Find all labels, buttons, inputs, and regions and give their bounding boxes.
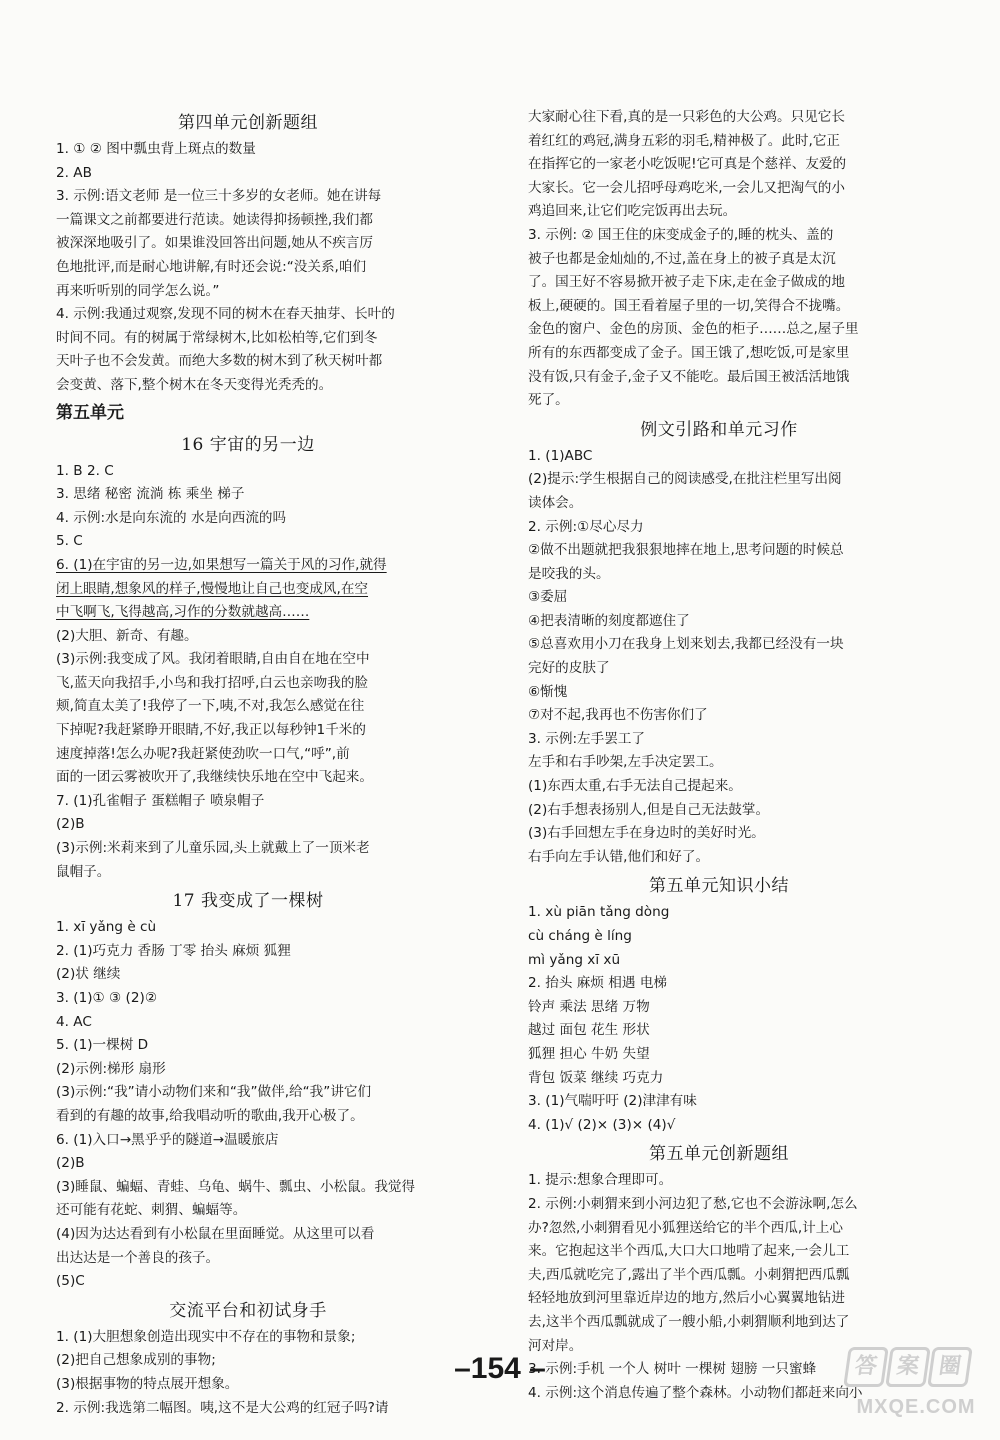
answer-line: 看到的有趣的故事,给我唱动听的歌曲,我开心极了。 — [56, 1107, 364, 1124]
page-number: –154 – — [454, 1352, 546, 1385]
answer-line-underlined: 中飞啊飞,飞得越高,习作的分数就越高…… — [56, 604, 310, 621]
answer-line: ⑥惭愧 — [528, 683, 568, 700]
section-title: 17 我变成了一棵树 — [172, 891, 324, 912]
answer-line: (2)提示:学生根据自己的阅读感受,在批注栏里写出阅 — [528, 471, 842, 488]
answer-line: (2)把自己想象成别的事物; — [56, 1352, 216, 1369]
answer-line: 3. 示例:手机 一个人 树叶 一棵树 翅膀 一只蜜蜂 — [528, 1361, 817, 1378]
answer-line: (2)状 继续 — [56, 966, 121, 983]
answer-line: 被子也都是金灿灿的,不过,盖在身上的被子真是太沉 — [528, 250, 836, 267]
answer-line: (1)东西太重,右手无法自己提起来。 — [528, 778, 742, 795]
answer-line: 办?忽然,小刺猬看见小狐狸送给它的半个西瓜,计上心 — [528, 1219, 843, 1236]
answer-line: 会变黄、落下,整个树木在冬天变得光秃秃的。 — [56, 376, 333, 393]
answer-line: 金色的窗户、金色的房顶、金色的柜子……总之,屋子里 — [528, 321, 859, 338]
answer-line: 3. 示例:语文老师 是一位三十多岁的女老师。她在讲每 — [56, 188, 382, 205]
answer-line: 4. 示例:这个消息传遍了整个森林。小动物们都赶来向小 — [528, 1384, 863, 1401]
section-title: 交流平台和初试身手 — [169, 1300, 327, 1321]
watermark-url: MXQE.COM — [856, 1396, 976, 1418]
answer-line: 4. (1)√ (2)× (3)× (4)√ — [528, 1116, 676, 1133]
watermark-logo-char: 答 — [843, 1347, 889, 1387]
answer-line: (2)B — [56, 1155, 85, 1172]
answer-line: (3)右手回想左手在身边时的美好时光。 — [528, 825, 765, 842]
answer-line: 大家长。它一会儿招呼母鸡吃米,一会儿又把淘气的小 — [528, 179, 845, 196]
answer-line: 夫,西瓜就吃完了,露出了半个西瓜瓢。小刺猬把西瓜瓢 — [528, 1266, 850, 1283]
answer-line: 轻轻地放到河里靠近岸边的地方,然后小心翼翼地钻进 — [528, 1290, 845, 1307]
answer-line: 来。它抱起这半个西瓜,大口大口地啃了起来,一会儿工 — [528, 1243, 850, 1260]
answer-line: 下掉呢?我赶紧睁开眼睛,不好,我正以每秒钟1千米的 — [56, 722, 366, 739]
section-title: 第四单元创新题组 — [178, 113, 318, 133]
watermark-logo-char: 圈 — [927, 1347, 973, 1387]
answer-line: mì yǎng xī xū — [528, 951, 621, 968]
answer-line: 出达达是一个善良的孩子。 — [56, 1249, 220, 1266]
answer-line: 在指挥它的一家老小吃饭呢!它可真是个慈祥、友爱的 — [528, 156, 847, 173]
answer-line: (2)右手想表扬别人,但是自己无法鼓掌。 — [528, 801, 770, 818]
unit-heading: 第五单元 — [56, 402, 124, 423]
watermark-logo-char: 案 — [885, 1347, 931, 1387]
answer-line: 5. C — [56, 533, 83, 550]
answer-line: ③委屈 — [528, 589, 568, 606]
answer-line: (3)示例:米莉来到了儿童乐园,头上就戴上了一顶米老 — [56, 840, 370, 857]
answer-line: (5)C — [56, 1273, 85, 1290]
answer-line: 3. 示例:左手罢工了 — [528, 730, 646, 747]
answer-line: 颊,简直太美了!我停了一下,咦,不对,我怎么感觉在往 — [56, 698, 365, 715]
answer-line: 4. 示例:水是向东流的 水是向西流的吗 — [56, 509, 287, 526]
answer-line: (3)示例:我变成了风。我闭着眼睛,自由自在地在空中 — [56, 651, 370, 668]
watermark-logo — [826, 1342, 990, 1392]
answer-line: (3)根据事物的特点展开想象。 — [56, 1375, 239, 1392]
answer-line-underlined: 闭上眼睛,想象风的样子,慢慢地让自己也变成风,在空 — [56, 580, 369, 597]
section-title: 第五单元知识小结 — [649, 876, 789, 897]
answer-line: 1. ① ② 图中瓢虫背上斑点的数量 — [56, 141, 256, 157]
answer-line: 2. (1)巧克力 香肠 丁零 抬头 麻烦 狐狸 — [56, 942, 291, 959]
answer-line: 一篇课文之前都要进行范读。她读得抑扬顿挫,我们都 — [56, 211, 373, 228]
answer-line: 5. (1)一棵树 D — [56, 1037, 149, 1054]
answer-line: 了。国王好不容易掀开被子走下床,走在金子做成的地 — [528, 274, 845, 291]
answer-line: 河对岸。 — [528, 1337, 583, 1354]
answer-line: (2)示例:梯形 扇形 — [56, 1060, 166, 1077]
answer-line: 背包 饭菜 继续 巧克力 — [528, 1069, 664, 1086]
answer-line: 2. 示例:我选第二幅图。咦,这不是大公鸡的红冠子吗?请 — [56, 1399, 389, 1416]
answer-line: 完好的皮肤了 — [528, 660, 610, 677]
answer-line: 7. (1)孔雀帽子 蛋糕帽子 喷泉帽子 — [56, 792, 265, 809]
answer-line: 3. 示例: ② 国王住的床变成金子的,睡的枕头、盖的 — [528, 226, 834, 243]
answer-line: 时间不同。有的树属于常绿树木,比如松柏等,它们到冬 — [56, 329, 378, 346]
answer-line: 2. 示例:①尽心尽力 — [528, 518, 644, 535]
answer-line: (2)B — [56, 816, 85, 833]
answer-line: 着红红的鸡冠,满身五彩的羽毛,精神极了。此时,它正 — [528, 132, 841, 149]
answer-line: 1. (1)大胆想象创造出现实中不存在的事物和景象; — [56, 1328, 356, 1345]
answer-line: 3. (1)气喘吁吁 (2)津津有味 — [528, 1093, 697, 1110]
answer-line: 4. 示例:我通过观察,发现不同的树木在春天抽芽、长叶的 — [56, 306, 395, 323]
answer-line: 速度掉落!怎么办呢?我赶紧使劲吹一口气,“呼”,前 — [56, 745, 350, 762]
answer-line: 板上,硬硬的。国王看着屋子里的一切,笑得合不拢嘴。 — [528, 297, 850, 314]
answer-line: 被深深地吸引了。如果谁没回答出问题,她从不疾言厉 — [56, 235, 373, 252]
answer-line: 死了。 — [528, 392, 569, 409]
answer-line: 4. AC — [56, 1013, 92, 1030]
answer-line: (2)大胆、新奇、有趣。 — [56, 627, 198, 644]
answer-line: 1. (1)ABC — [528, 447, 593, 464]
answer-line: 1. xù piān tǎng dòng — [528, 904, 670, 921]
answer-line: 1. xī yǎng è cù — [56, 919, 157, 936]
answer-line: 3. 思绪 秘密 流淌 栋 乘坐 梯子 — [56, 486, 245, 503]
answer-line: 6. (1)入口→黑乎乎的隧道→温暖旅店 — [56, 1131, 279, 1148]
answer-line: 左手和右手吵架,左手决定罢工。 — [528, 754, 723, 771]
section-title: 16 宇宙的另一边 — [181, 434, 315, 455]
answer-line: (3)睡鼠、蝙蝠、青蛙、乌龟、蜗牛、瓢虫、小松鼠。我觉得 — [56, 1178, 416, 1195]
answer-line: 右手向左手认错,他们和好了。 — [528, 848, 710, 865]
left-column — [56, 106, 440, 1420]
answer-line: 越过 面包 花生 形状 — [528, 1022, 650, 1039]
answer-line: 2. 示例:小刺猬来到小河边犯了愁,它也不会游泳啊,怎么 — [528, 1195, 858, 1212]
answer-line: ⑦对不起,我再也不伤害你们了 — [528, 707, 708, 724]
answer-line: 2. AB — [56, 164, 92, 181]
answer-line: 没有饭,只有金子,金子又不能吃。最后国王被活活地饿 — [528, 368, 850, 385]
answer-line: ②做不出题就把我狠狠地摔在地上,思考问题的时候总 — [528, 542, 844, 559]
answer-line: 1. B 2. C — [56, 462, 114, 479]
answer-line: 去,这半个西瓜瓢就成了一艘小船,小刺猬顺利地到达了 — [528, 1313, 850, 1330]
answer-line: ④把表清晰的刻度都遮住了 — [528, 612, 690, 629]
answer-line: 天叶子也不会发黄。而绝大多数的树木到了秋天树叶都 — [56, 353, 383, 370]
answer-line: cù cháng è líng — [528, 928, 632, 944]
answer-line: (3)示例:“我”请小动物们来和“我”做伴,给“我”讲它们 — [56, 1084, 372, 1101]
answer-line: 色地批评,而是耐心地讲解,有时还会说:“没关系,咱们 — [56, 258, 367, 275]
answer-line: 面的一团云雾被吹开了,我继续快乐地在空中飞起来。 — [56, 769, 373, 786]
answer-line: 所有的东西都变成了金子。国王饿了,想吃饭,可是家里 — [528, 344, 850, 361]
answer-line: (4)因为达达看到有小松鼠在里面睡觉。从这里可以看 — [56, 1225, 375, 1242]
answer-line: 还可能有花蛇、刺猬、蝙蝠等。 — [56, 1202, 247, 1219]
answer-line-underlined: 6. (1)在宇宙的另一边,如果想写一篇关于风的习作,就得 — [56, 556, 387, 573]
answer-line: 大家耐心往下看,真的是一只彩色的大公鸡。只见它长 — [528, 109, 845, 125]
answer-line: 1. 提示:想象合理即可。 — [528, 1172, 673, 1189]
answer-line: ⑤总喜欢用小刀在我身上划来划去,我都已经没有一块 — [528, 636, 844, 653]
answer-line: 鸡追回来,让它们吃完饭再出去玩。 — [528, 203, 737, 220]
answer-line: 再来听听别的同学怎么说。” — [56, 282, 220, 299]
answer-line: 鼠帽子。 — [56, 863, 111, 880]
answer-line: 3. (1)① ③ (2)② — [56, 990, 158, 1006]
section-title: 第五单元创新题组 — [649, 1144, 789, 1165]
answer-line: 是咬我的头。 — [528, 565, 610, 582]
answer-line: 狐狸 担心 牛奶 失望 — [528, 1045, 650, 1062]
right-column — [528, 106, 910, 1405]
answer-line: 读体会。 — [528, 494, 583, 511]
answer-line: 2. 抬头 麻烦 相遇 电梯 — [528, 975, 668, 992]
answer-line: 铃声 乘法 思绪 万物 — [528, 998, 650, 1015]
answer-line: 飞,蓝天向我招手,小鸟和我打招呼,白云也亲吻我的脸 — [56, 674, 369, 691]
section-title: 例文引路和单元习作 — [640, 419, 798, 440]
